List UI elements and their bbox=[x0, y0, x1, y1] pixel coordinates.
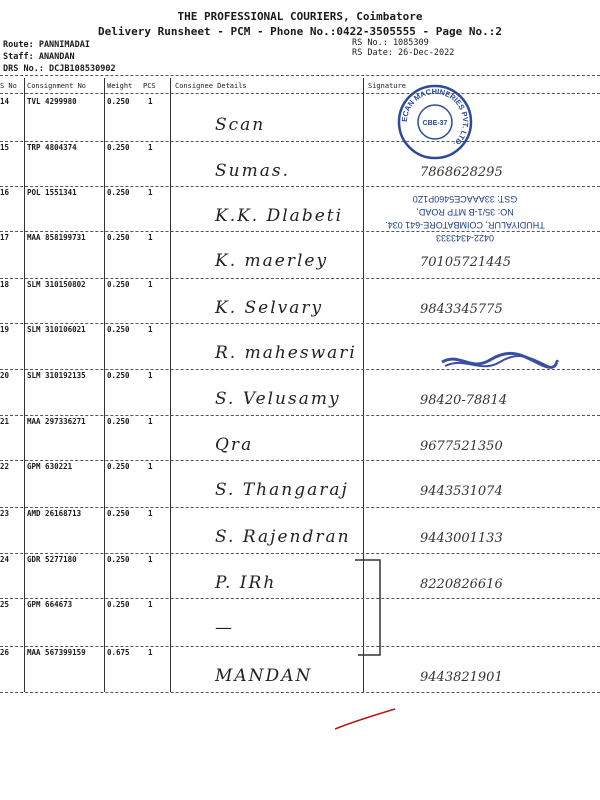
row-signature: 9443821901 bbox=[420, 670, 503, 685]
col-consignee: Consignee Details bbox=[175, 82, 247, 90]
row-pcs: 1 bbox=[148, 371, 153, 380]
red-pen-mark bbox=[330, 705, 400, 735]
row-sno: 16 bbox=[0, 188, 10, 197]
column-divider bbox=[170, 78, 171, 692]
row-divider bbox=[0, 460, 600, 461]
address-stamp-line: NO: 35/1-B MTP ROAD, bbox=[416, 207, 514, 217]
row-consignee-name: P. IRh bbox=[215, 573, 277, 593]
row-pcs: 1 bbox=[148, 417, 153, 426]
col-signature: Signature bbox=[368, 82, 406, 90]
row-weight: 0.250 bbox=[107, 280, 130, 289]
row-consignee-name: MANDAN bbox=[215, 666, 313, 686]
row-divider bbox=[0, 415, 600, 416]
row-pcs: 1 bbox=[148, 509, 153, 518]
row-consignee-name: S. Rajendran bbox=[215, 527, 351, 547]
row-sno: 17 bbox=[0, 233, 10, 242]
drs-number: DRS No.: DCJB108530902 bbox=[3, 64, 116, 74]
row-divider bbox=[0, 598, 600, 599]
row-consignment-no: SLM 310150802 bbox=[27, 280, 86, 289]
row-divider bbox=[0, 553, 600, 554]
row-signature: 9677521350 bbox=[420, 439, 503, 454]
row-weight: 0.250 bbox=[107, 600, 130, 609]
row-consignment-no: TVL 4299980 bbox=[27, 97, 77, 106]
row-consignment-no: SLM 310106021 bbox=[27, 325, 86, 334]
row-pcs: 1 bbox=[148, 325, 153, 334]
row-divider bbox=[0, 646, 600, 647]
address-stamp bbox=[330, 188, 600, 244]
row-consignment-no: MAA 297336271 bbox=[27, 417, 86, 426]
address-stamp-line: THUDIYALUR, COIMBATORE-641 034. bbox=[385, 220, 545, 230]
row-pcs: 1 bbox=[148, 648, 153, 657]
row-pcs: 1 bbox=[148, 555, 153, 564]
row-consignment-no: TRP 4804374 bbox=[27, 143, 77, 152]
row-sno: 18 bbox=[0, 280, 10, 289]
row-sno: 26 bbox=[0, 648, 10, 657]
row-sno: 24 bbox=[0, 555, 10, 564]
row-sno: 22 bbox=[0, 462, 10, 471]
row-pcs: 1 bbox=[148, 600, 153, 609]
row-sno: 25 bbox=[0, 600, 10, 609]
row-weight: 0.250 bbox=[107, 325, 130, 334]
row-sno: 20 bbox=[0, 371, 10, 380]
seal-text: ECAN MACHINERIES PVT. LTD. bbox=[399, 86, 471, 149]
row-weight: 0.250 bbox=[107, 462, 130, 471]
row-consignee-name: S. Velusamy bbox=[215, 389, 341, 409]
col-weight: Weight bbox=[107, 82, 133, 90]
row-sno: 14 bbox=[0, 97, 10, 106]
row-consignee-name: K. Selvary bbox=[215, 298, 324, 318]
row-signature: 9843345775 bbox=[420, 302, 503, 317]
row-weight: 0.250 bbox=[107, 555, 130, 564]
row-weight: 0.250 bbox=[107, 417, 130, 426]
row-signature: 98420-78814 bbox=[420, 393, 508, 408]
row-weight: 0.250 bbox=[107, 371, 130, 380]
row-consignment-no: GPM 630221 bbox=[27, 462, 73, 471]
row-pcs: 1 bbox=[148, 280, 153, 289]
row-pcs: 1 bbox=[148, 233, 153, 242]
column-divider bbox=[24, 78, 25, 692]
col-sno: S No bbox=[0, 82, 17, 90]
row-consignment-no: GPM 664673 bbox=[27, 600, 73, 609]
row-consignee-name: Qra bbox=[215, 435, 254, 455]
route-label: Route: PANNIMADAI bbox=[3, 40, 90, 50]
row-weight: 0.250 bbox=[107, 97, 130, 106]
row-weight: 0.250 bbox=[107, 233, 130, 242]
address-stamp-line: 0422-4343333 bbox=[435, 233, 495, 243]
row-divider bbox=[0, 692, 600, 693]
row-consignment-no: SLM 310192135 bbox=[27, 371, 86, 380]
col-consignment: Consignment No bbox=[27, 82, 87, 90]
column-divider bbox=[104, 78, 105, 692]
row-consignment-no: POL 1551341 bbox=[27, 188, 77, 197]
header-rule bbox=[0, 75, 600, 76]
row-consignee-name: R. maheswari bbox=[215, 343, 357, 363]
svg-text:CBE-37: CBE-37 bbox=[422, 120, 448, 127]
row-consignment-no: MAA 567399159 bbox=[27, 648, 86, 657]
row-signature: 8220826616 bbox=[420, 577, 503, 592]
row-consignee-name: S. Thangaraj bbox=[215, 480, 349, 500]
address-stamp-line: GST: 33AAACE5460P1Z0 bbox=[412, 194, 518, 204]
rs-date: RS Date: 26-Dec-2022 bbox=[352, 48, 455, 58]
row-pcs: 1 bbox=[148, 462, 153, 471]
row-sno: 19 bbox=[0, 325, 10, 334]
scribble-mark bbox=[440, 350, 560, 375]
row-consignee-name: Scan bbox=[215, 115, 266, 135]
row-weight: 0.250 bbox=[107, 143, 130, 152]
row-consignment-no: MAA 858199731 bbox=[27, 233, 86, 242]
column-header-rule bbox=[0, 93, 600, 94]
row-divider bbox=[0, 186, 600, 187]
row-signature: 7868628295 bbox=[420, 165, 503, 180]
row-signature: 9443531074 bbox=[420, 484, 503, 499]
row-signature: 9443001133 bbox=[420, 531, 503, 546]
row-divider bbox=[0, 323, 600, 324]
rs-number: RS No.: 1085309 bbox=[352, 38, 429, 48]
bracket-mark bbox=[350, 555, 390, 665]
row-divider bbox=[0, 141, 600, 142]
row-signature: 70105721445 bbox=[420, 255, 511, 270]
row-sno: 23 bbox=[0, 509, 10, 518]
col-pcs: PCS bbox=[143, 82, 156, 90]
staff-label: Staff: ANANDAN bbox=[3, 52, 75, 62]
row-consignee-name: K.K. Dlabeti bbox=[215, 206, 344, 226]
row-consignee-name: K. maerley bbox=[215, 251, 329, 271]
row-pcs: 1 bbox=[148, 188, 153, 197]
row-consignment-no: AMD 26168713 bbox=[27, 509, 82, 518]
row-weight: 0.250 bbox=[107, 509, 130, 518]
row-weight: 0.675 bbox=[107, 648, 130, 657]
row-consignment-no: GDR 5277180 bbox=[27, 555, 77, 564]
runsheet-subtitle: Delivery Runsheet - PCM - Phone No.:0422-3505555 - Page No.:2 bbox=[98, 25, 502, 38]
row-divider bbox=[0, 507, 600, 508]
row-pcs: 1 bbox=[148, 143, 153, 152]
row-weight: 0.250 bbox=[107, 188, 130, 197]
row-consignee-name: — bbox=[215, 618, 234, 638]
row-divider bbox=[0, 278, 600, 279]
company-title: THE PROFESSIONAL COURIERS, Coimbatore bbox=[177, 10, 423, 23]
company-seal-stamp bbox=[395, 82, 475, 162]
row-consignee-name: Sumas. bbox=[215, 161, 290, 181]
row-sno: 21 bbox=[0, 417, 10, 426]
row-pcs: 1 bbox=[148, 97, 153, 106]
row-sno: 15 bbox=[0, 143, 10, 152]
